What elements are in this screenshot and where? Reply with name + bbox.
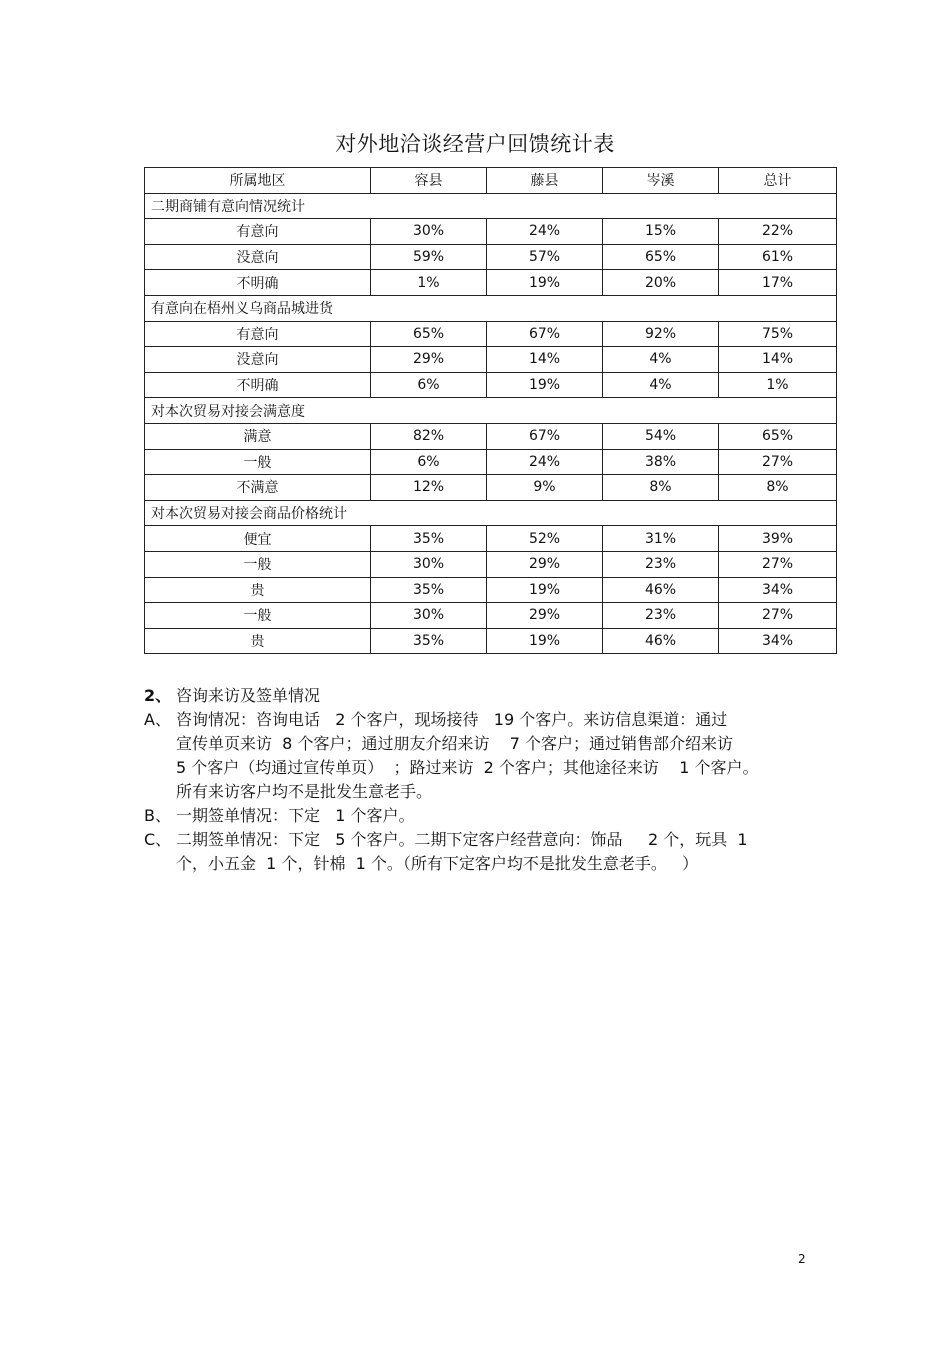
table-row <box>145 603 837 629</box>
row-label: 没意向 <box>145 347 371 373</box>
list-item <box>144 708 844 804</box>
list-item-text: 所有来访客户均不是批发生意老手。 <box>176 782 433 801</box>
table-cell: 38% <box>603 449 719 475</box>
table-row <box>145 526 837 552</box>
table-cell: 29% <box>487 603 603 629</box>
table-cell: 54% <box>603 423 719 449</box>
table-cell: 35% <box>371 628 487 654</box>
row-label: 贵 <box>145 628 371 654</box>
table-row <box>145 628 837 654</box>
list-item-text: 一期签单情况：下定 1 个客户。 <box>176 806 415 825</box>
list-item-line <box>144 780 844 804</box>
table-row <box>145 475 837 501</box>
row-label: 有意向 <box>145 321 371 347</box>
section-heading: 咨询来访及签单情况 <box>176 686 321 705</box>
table-cell: 1% <box>719 372 837 398</box>
page-number: 2 <box>798 1252 806 1266</box>
table-cell: 30% <box>371 603 487 629</box>
table-header-row <box>145 168 837 194</box>
list-item-marker: B、 <box>144 806 171 825</box>
feedback-stats-table <box>144 167 837 654</box>
row-label: 一般 <box>145 551 371 577</box>
table-cell: 4% <box>603 347 719 373</box>
row-label: 不满意 <box>145 475 371 501</box>
row-label: 贵 <box>145 577 371 603</box>
list-item-line <box>144 828 844 852</box>
table-cell: 30% <box>371 551 487 577</box>
header-total: 总计 <box>719 168 837 194</box>
list-item-line <box>144 756 844 780</box>
table-cell: 6% <box>371 372 487 398</box>
table-cell: 8% <box>603 475 719 501</box>
table-row <box>145 551 837 577</box>
table-row <box>145 244 837 270</box>
list-item-line <box>144 732 844 756</box>
table-cell: 8% <box>719 475 837 501</box>
table-cell: 59% <box>371 244 487 270</box>
table-cell: 27% <box>719 449 837 475</box>
section-row <box>145 398 837 424</box>
table-cell: 92% <box>603 321 719 347</box>
table-cell: 24% <box>487 449 603 475</box>
list-item-text: 咨询情况：咨询电话 2 个客户，现场接待 19 个客户。来访信息渠道：通过 <box>176 710 728 729</box>
table-row <box>145 321 837 347</box>
table-cell: 22% <box>719 219 837 245</box>
section-row <box>145 193 837 219</box>
row-label: 一般 <box>145 449 371 475</box>
list-item-marker: C、 <box>144 830 172 849</box>
table-row <box>145 270 837 296</box>
table-cell: 57% <box>487 244 603 270</box>
table-cell: 12% <box>371 475 487 501</box>
row-label: 一般 <box>145 603 371 629</box>
table-cell: 29% <box>371 347 487 373</box>
list-item-text: 宣传单页来访 8 个客户；通过朋友介绍来访 7 个客户；通过销售部介绍来访 <box>176 734 734 753</box>
list-item-marker: A、 <box>144 710 171 729</box>
table-body <box>145 193 837 654</box>
table-cell: 14% <box>719 347 837 373</box>
table-row <box>145 423 837 449</box>
list-item-text: 二期签单情况：下定 5 个客户。二期下定客户经营意向：饰品 2 个，玩具 1 <box>176 830 748 849</box>
section-number: 2、 <box>144 686 172 705</box>
table-cell: 1% <box>371 270 487 296</box>
table-cell: 65% <box>603 244 719 270</box>
table-row <box>145 219 837 245</box>
section-2-items <box>144 708 844 876</box>
table-cell: 19% <box>487 628 603 654</box>
table-cell: 6% <box>371 449 487 475</box>
list-item-text: 个，小五金 1 个，针棉 1 个。（所有下定客户均不是批发生意老手。 ） <box>176 854 699 873</box>
table-cell: 31% <box>603 526 719 552</box>
header-region: 所属地区 <box>145 168 371 194</box>
row-label: 没意向 <box>145 244 371 270</box>
table-cell: 15% <box>603 219 719 245</box>
table-cell: 19% <box>487 372 603 398</box>
list-item-line <box>144 804 844 828</box>
list-item-text: 5 个客户（均通过宣传单页） ；路过来访 2 个客户；其他途径来访 1 个客户。 <box>176 758 759 777</box>
table-cell: 35% <box>371 577 487 603</box>
section-title: 二期商铺有意向情况统计 <box>145 193 837 219</box>
table-cell: 27% <box>719 551 837 577</box>
list-item-line <box>144 852 844 876</box>
table-cell: 29% <box>487 551 603 577</box>
table-cell: 9% <box>487 475 603 501</box>
list-item-line <box>144 708 844 732</box>
row-label: 便宜 <box>145 526 371 552</box>
table-cell: 30% <box>371 219 487 245</box>
table-cell: 23% <box>603 603 719 629</box>
list-item <box>144 804 844 828</box>
table-cell: 34% <box>719 628 837 654</box>
table-cell: 17% <box>719 270 837 296</box>
table-cell: 52% <box>487 526 603 552</box>
table-cell: 65% <box>371 321 487 347</box>
table-cell: 46% <box>603 577 719 603</box>
section-title: 对本次贸易对接会商品价格统计 <box>145 500 837 526</box>
table-cell: 61% <box>719 244 837 270</box>
table-cell: 67% <box>487 321 603 347</box>
list-item <box>144 828 844 876</box>
section-row <box>145 295 837 321</box>
table-cell: 75% <box>719 321 837 347</box>
table-row <box>145 577 837 603</box>
table-cell: 82% <box>371 423 487 449</box>
table-cell: 46% <box>603 628 719 654</box>
table-cell: 23% <box>603 551 719 577</box>
table-cell: 20% <box>603 270 719 296</box>
table-row <box>145 347 837 373</box>
table-cell: 67% <box>487 423 603 449</box>
table-cell: 35% <box>371 526 487 552</box>
header-cenxi: 岑溪 <box>603 168 719 194</box>
section-2 <box>144 684 844 876</box>
row-label: 有意向 <box>145 219 371 245</box>
section-title: 对本次贸易对接会满意度 <box>145 398 837 424</box>
row-label: 满意 <box>145 423 371 449</box>
table-cell: 4% <box>603 372 719 398</box>
header-rongxian: 容县 <box>371 168 487 194</box>
table-cell: 19% <box>487 577 603 603</box>
document-title: 对外地洽谈经营户回馈统计表 <box>335 132 615 156</box>
table-cell: 19% <box>487 270 603 296</box>
section-2-heading <box>144 684 844 708</box>
table-row <box>145 372 837 398</box>
table-cell: 14% <box>487 347 603 373</box>
row-label: 不明确 <box>145 270 371 296</box>
table-cell: 34% <box>719 577 837 603</box>
table-cell: 39% <box>719 526 837 552</box>
section-title: 有意向在梧州义乌商品城进货 <box>145 295 837 321</box>
header-tengxian: 藤县 <box>487 168 603 194</box>
row-label: 不明确 <box>145 372 371 398</box>
table-row <box>145 449 837 475</box>
section-row <box>145 500 837 526</box>
table-cell: 24% <box>487 219 603 245</box>
table-cell: 65% <box>719 423 837 449</box>
table-cell: 27% <box>719 603 837 629</box>
